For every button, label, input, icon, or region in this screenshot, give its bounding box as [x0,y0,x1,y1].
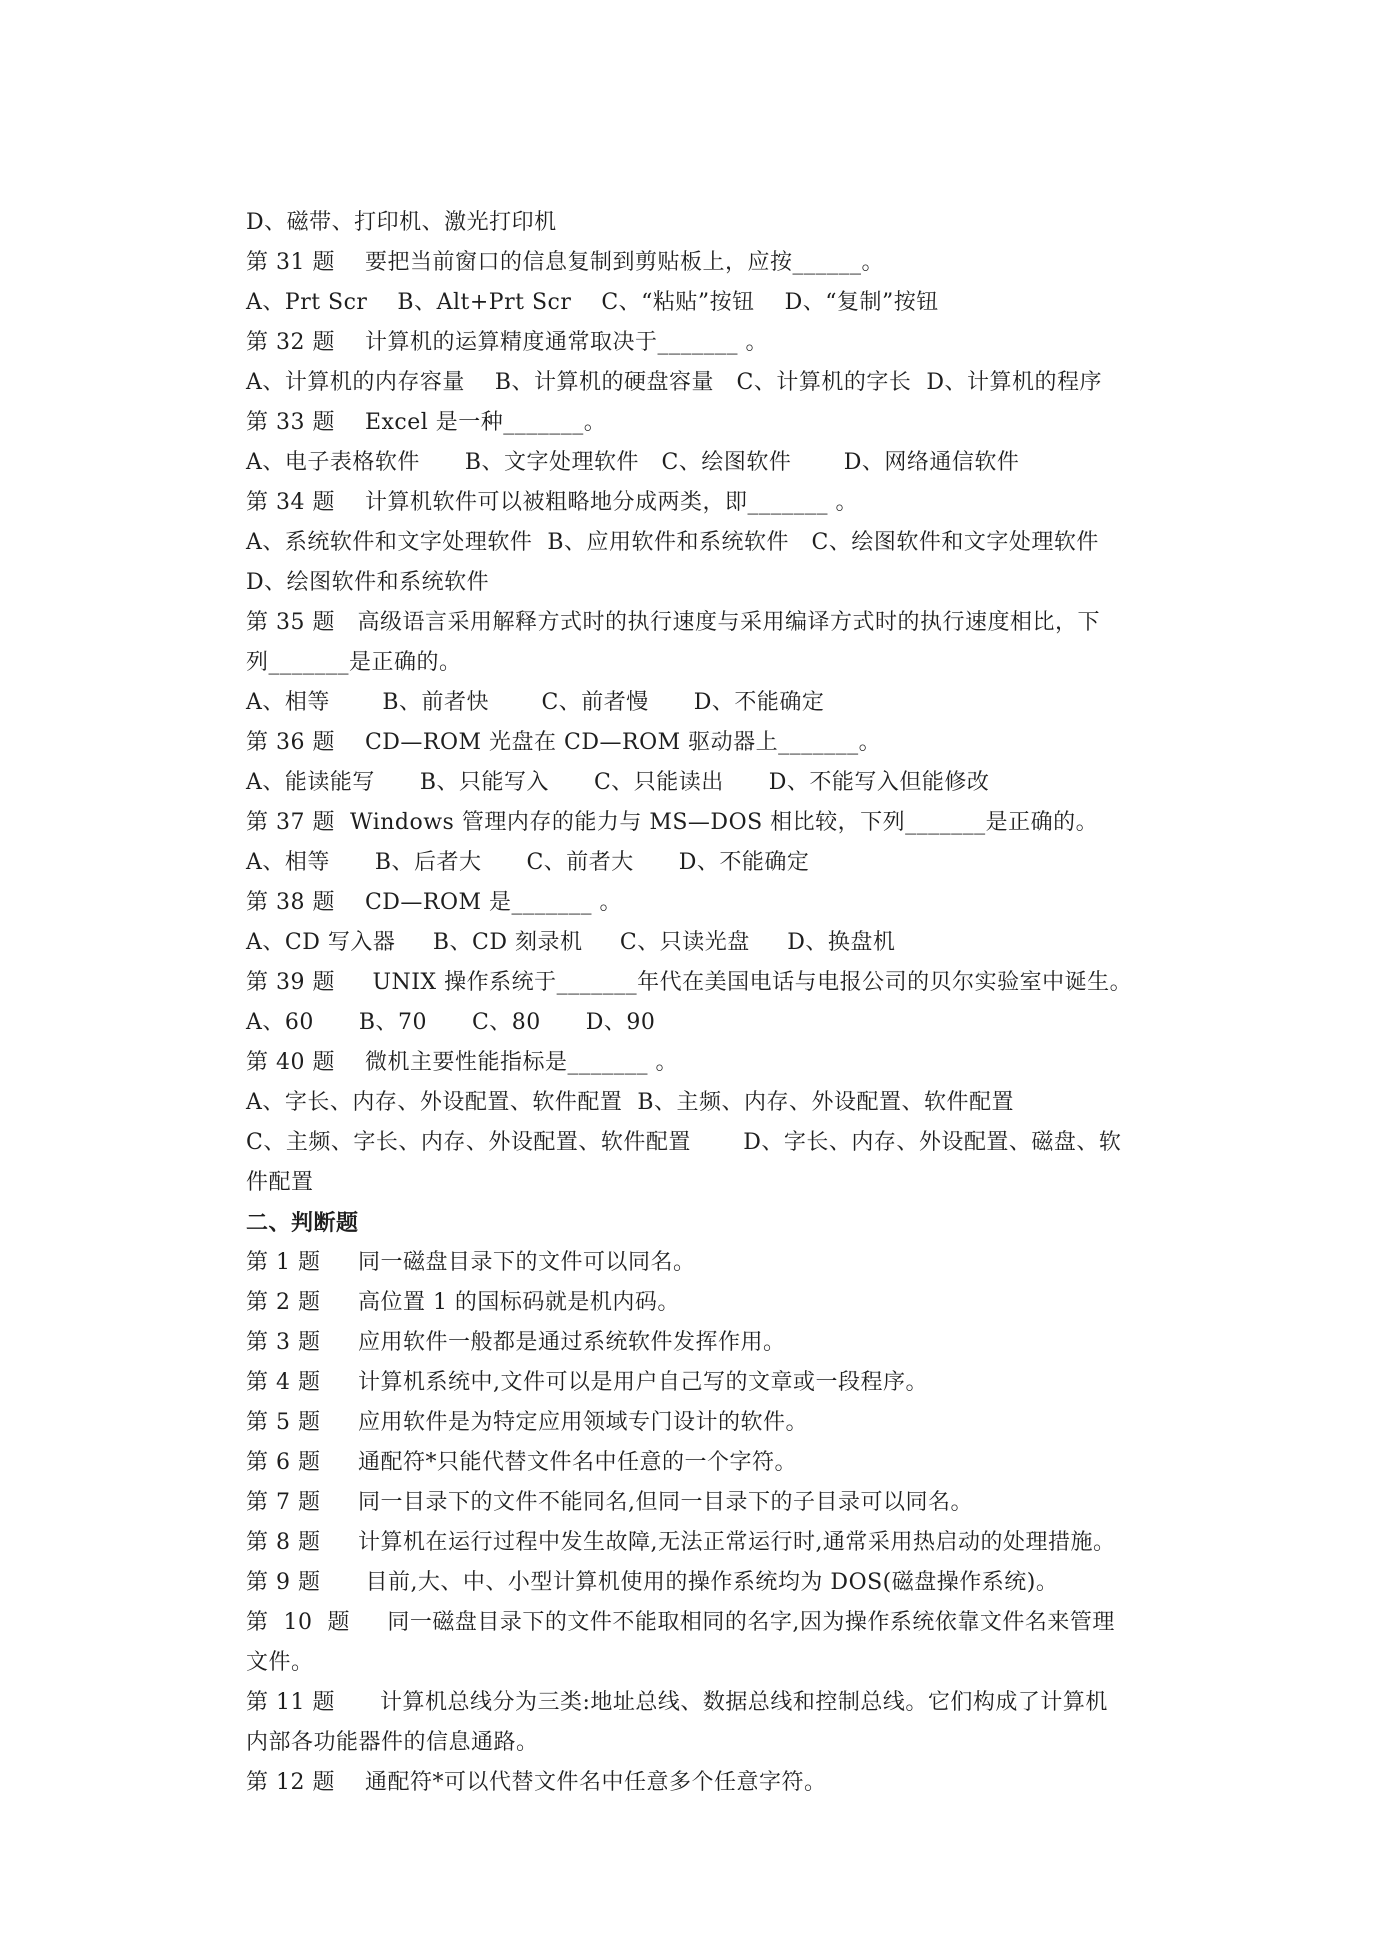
options-36: A、能读能写 B、只能写入 C、只能读出 D、不能写入但能修改 [246,770,990,795]
question-34: 第 34 题 计算机软件可以被粗略地分成两类，即_______ 。 [246,490,858,515]
options-35: A、相等 B、前者快 C、前者慢 D、不能确定 [246,690,825,715]
options-38: A、CD 写入器 B、CD 刻录机 C、只读光盘 D、换盘机 [246,930,896,955]
exam-page [246,203,1176,1803]
options-40: A、字长、内存、外设配置、软件配置 B、主频、内存、外设配置、软件配置 [246,1090,1015,1115]
section-heading: 二、判断题 [246,1210,359,1236]
tf-question-10-cont: 文件。 [246,1650,314,1675]
question-40: 第 40 题 微机主要性能指标是_______ 。 [246,1050,678,1075]
tf-question-1: 第 1 题 同一磁盘目录下的文件可以同名。 [246,1250,696,1275]
options-39: A、60 B、70 C、80 D、90 [246,1010,656,1035]
options-40-cont: C、主频、字长、内存、外设配置、软件配置 D、字长、内存、外设配置、磁盘、软 [246,1130,1122,1155]
option-line: D、磁带、打印机、激光打印机 [246,210,557,235]
question-37: 第 37 题 Windows 管理内存的能力与 MS—DOS 相比较，下列_______是正确的。 [246,810,1099,835]
tf-question-3: 第 3 题 应用软件一般都是通过系统软件发挥作用。 [246,1330,786,1355]
options-32: A、计算机的内存容量 B、计算机的硬盘容量 C、计算机的字长 D、计算机的程序 [246,370,1102,395]
question-39: 第 39 题 UNIX 操作系统于_______年代在美国电话与电报公司的贝尔实验室中诞生。 [246,970,1133,995]
tf-question-7: 第 7 题 同一目录下的文件不能同名,但同一目录下的子目录可以同名。 [246,1490,973,1515]
question-31: 第 31 题 要把当前窗口的信息复制到剪贴板上，应按______。 [246,250,884,275]
options-33: A、电子表格软件 B、文字处理软件 C、绘图软件 D、网络通信软件 [246,450,1020,475]
options-37: A、相等 B、后者大 C、前者大 D、不能确定 [246,850,810,875]
tf-question-5: 第 5 题 应用软件是为特定应用领域专门设计的软件。 [246,1410,808,1435]
question-38: 第 38 题 CD—ROM 是_______ 。 [246,890,623,915]
question-36: 第 36 题 CD—ROM 光盘在 CD—ROM 驱动器上_______。 [246,730,882,755]
tf-question-12: 第 12 题 通配符*可以代替文件名中任意多个任意字符。 [246,1770,827,1795]
question-35: 第 35 题 高级语言采用解释方式时的执行速度与采用编译方式时的执行速度相比，下 [246,610,1100,635]
question-33: 第 33 题 Excel 是一种_______。 [246,410,607,435]
tf-question-4: 第 4 题 计算机系统中,文件可以是用户自己写的文章或一段程序。 [246,1370,928,1395]
question-35-cont: 列_______是正确的。 [246,650,462,675]
tf-question-8: 第 8 题 计算机在运行过程中发生故障,无法正常运行时,通常采用热启动的处理措施。 [246,1530,1116,1555]
tf-question-11-cont: 内部各功能器件的信息通路。 [246,1730,539,1755]
tf-question-6: 第 6 题 通配符*只能代替文件名中任意的一个字符。 [246,1450,797,1475]
options-34: A、系统软件和文字处理软件 B、应用软件和系统软件 C、绘图软件和文字处理软件 [246,530,1099,555]
question-32: 第 32 题 计算机的运算精度通常取决于_______ 。 [246,330,768,355]
options-34-cont: D、绘图软件和系统软件 [246,570,490,595]
options-40-cont2: 件配置 [246,1170,314,1195]
tf-question-9: 第 9 题 目前,大、中、小型计算机使用的操作系统均为 DOS(磁盘操作系统)。 [246,1570,1059,1595]
tf-question-2: 第 2 题 高位置 1 的国标码就是机内码。 [246,1290,680,1315]
options-31: A、Prt Scr B、Alt+Prt Scr C、“粘贴”按钮 D、“复制”按钮 [246,290,939,315]
tf-question-11: 第 11 题 计算机总线分为三类:地址总线、数据总线和控制总线。它们构成了计算机 [246,1690,1108,1715]
tf-question-10: 第 10 题 同一磁盘目录下的文件不能取相同的名字,因为操作系统依靠文件名来管理 [246,1610,1115,1635]
